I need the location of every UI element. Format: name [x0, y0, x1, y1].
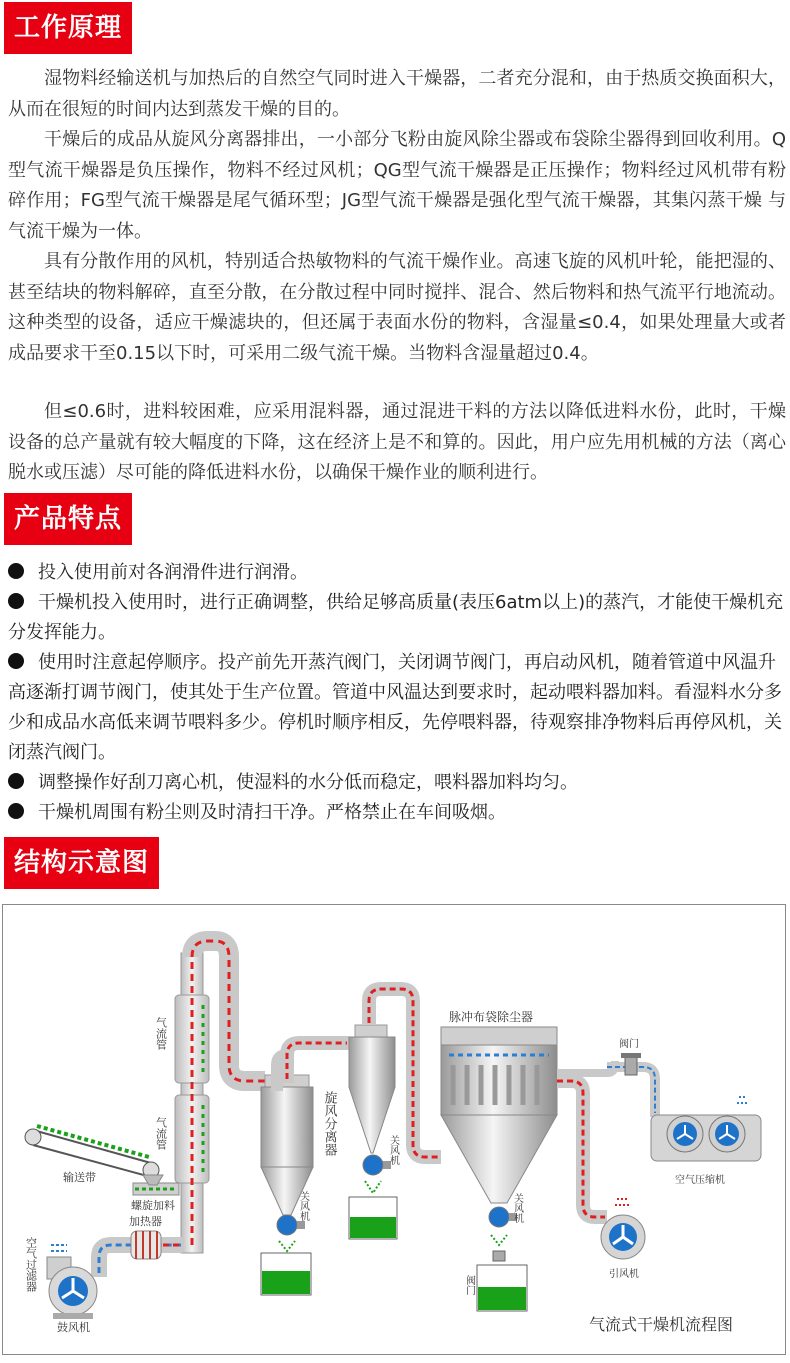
- pulse-bag-filter: [441, 1027, 557, 1203]
- label-pipe-lower: 气流管: [154, 1117, 168, 1150]
- bullet-icon: [8, 803, 24, 819]
- label-blower: 鼓风机: [57, 1321, 90, 1334]
- label-heater: 加热器: [129, 1215, 162, 1228]
- cyclone-separator-2: [349, 989, 441, 1157]
- label-valve-fan-2: 关风机: [387, 1135, 399, 1165]
- section-title-principle: 工作原理: [4, 2, 132, 54]
- air-compressor: [651, 1097, 761, 1161]
- features-list: [8, 558, 786, 828]
- principle-paragraph-3: 具有分散作用的风机，特别适合热敏物料的气流干燥作业。高速飞旋的风机叶轮，能把湿的、甚至结块的物料解碎，直至分散，在分散过程中同时搅拌、混合、然后物料和热气流平行地流动。这种类型的设备，适应干燥滤块的，但还属于表面水份的物料，含湿量≤0.4，如果处理量大或者成品要求干至0.15以下时，可采用二级气流干燥。当物料含湿量超过0.4。: [8, 251, 786, 364]
- flow-diagram-svg: [3, 905, 785, 1354]
- bullet-icon: [8, 563, 24, 579]
- label-induced-fan: 引风机: [609, 1269, 639, 1280]
- bullet-icon: [8, 593, 24, 609]
- principle-paragraph-4: 但≤0.6时，进料较困难，应采用混料器，通过混进干料的方法以降低进料水份，此时，干燥设备的总产量就有较大幅度的下降，这在经济上是不和算的。因此，用户应先用机械的方法（离心脱水或压滤）尽可能的降低进料水份，以确保干燥作业的顺利进行。: [8, 401, 786, 483]
- label-valve-fan-1: 关风机: [297, 1191, 309, 1221]
- diagram-caption: 气流式干燥机流程图: [589, 1315, 734, 1334]
- blower: [49, 1267, 97, 1319]
- outlet-pipe: [557, 1061, 655, 1217]
- label-cyclone: 旋风分离器: [321, 1091, 337, 1156]
- product-bin-3: [477, 1235, 527, 1311]
- bullet-icon: [8, 653, 24, 669]
- features-list-item: 调整操作好刮刀离心机，使湿料的水分低而稳定，喂料器加料均匀。: [8, 768, 786, 798]
- label-valve-top: 阀门: [619, 1039, 639, 1050]
- valve-bottom: [493, 1251, 505, 1261]
- product-bin-1: [261, 1241, 311, 1295]
- section-title-features: 产品特点: [4, 493, 132, 545]
- heater: [131, 1231, 161, 1259]
- bullet-icon: [8, 773, 24, 789]
- drying-pipe: [175, 941, 265, 1253]
- label-air-filter: 空气过滤器: [24, 1237, 38, 1292]
- screw-feeder: [133, 1175, 179, 1195]
- induced-draft-fan: [601, 1199, 645, 1259]
- product-bin-2: [349, 1181, 397, 1239]
- label-pipe-upper: 气流管: [154, 1017, 168, 1050]
- label-bag-filter: 脉冲布袋除尘器: [449, 1010, 534, 1024]
- label-feeder: 螺旋加料: [131, 1199, 175, 1212]
- features-list-item: 干燥机投入使用时，进行正确调整，供给足够高质量(表压6atm以上)的蒸汽，才能使干燥机充分发挥能力。: [8, 592, 784, 643]
- label-valve-bottom: 阀门: [463, 1275, 475, 1295]
- label-compressor: 空气压缩机: [675, 1175, 725, 1186]
- principle-paragraph-2: 干燥后的成品从旋风分离器排出，一小部分飞粉由旋风除尘器或布袋除尘器得到回收利用。Q型气流干燥器是负压操作，物料不经过风机；QG型气流干燥器是正压操作；物料经过风机带有粉碎作用；FG型气流干燥器是尾气循环型；JG型气流干燥器是强化型气流干燥器，其集闪蒸干燥 与气流干燥为一体。: [8, 129, 786, 242]
- label-conveyor: 输送带: [63, 1171, 96, 1184]
- label-valve-fan-3: 关风机: [511, 1193, 523, 1223]
- features-list-item: 投入使用前对各润滑件进行润滑。: [8, 558, 786, 588]
- features-list-item: 使用时注意起停顺序。投产前先开蒸汽阀门，关闭调节阀门，再启动风机，随着管道中风温升高逐渐打调节阀门，使其处于生产位置。管道中风温达到要求时，起动喂料器加料。看湿料水分多少和成品水高低来调节喂料多少。停机时顺序相反，先停喂料器，待观察排净物料后再停风机，关闭蒸汽阀门。: [8, 652, 782, 763]
- principle-paragraph-1: 湿物料经输送机与加热后的自然空气同时进入干燥器，二者充分混和，由于热质交换面积大，从而在很短的时间内达到蒸发干燥的目的。: [8, 68, 786, 120]
- flow-diagram: [2, 904, 786, 1355]
- section-title-structure: 结构示意图: [4, 837, 159, 889]
- features-list-item: 干燥机周围有粉尘则及时清扫干净。严格禁止在车间吸烟。: [8, 798, 786, 828]
